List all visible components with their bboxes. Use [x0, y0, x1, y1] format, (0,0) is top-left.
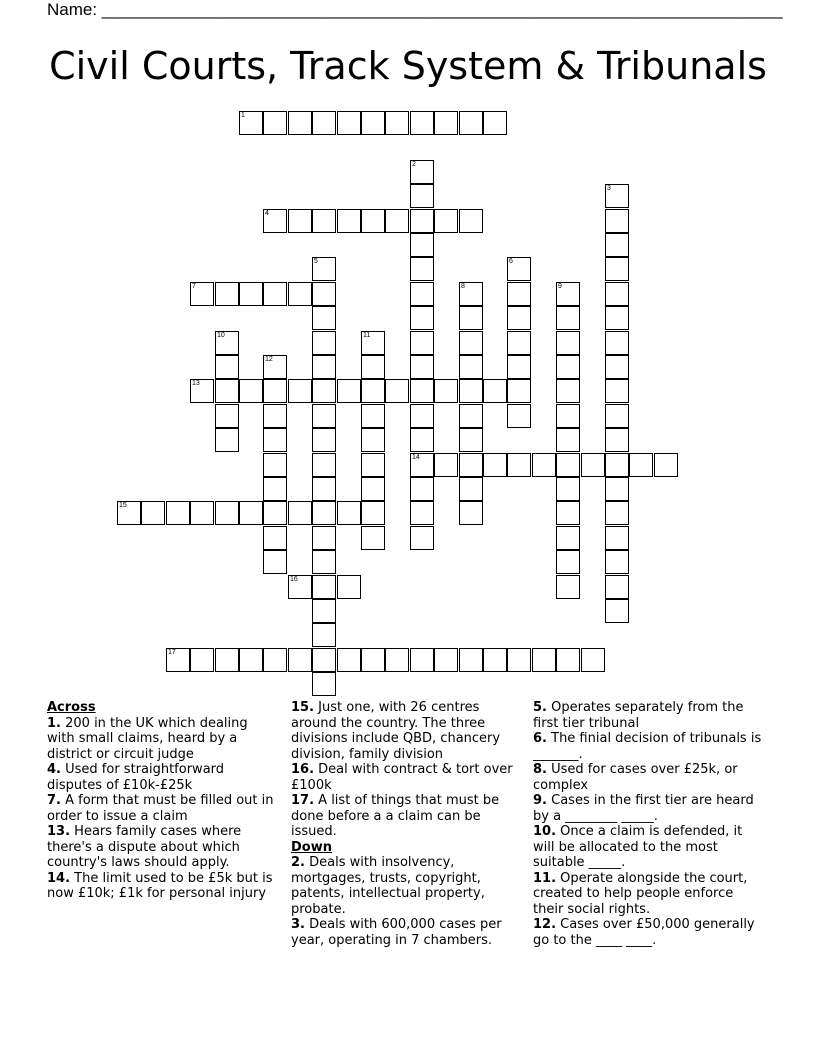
crossword-cell[interactable]: [166, 648, 190, 672]
crossword-cell[interactable]: [215, 648, 239, 672]
cell-number: 13: [192, 380, 200, 387]
crossword-cell[interactable]: [312, 623, 336, 647]
cell-number: 16: [290, 576, 298, 583]
crossword-cell[interactable]: [605, 209, 629, 233]
clue-across-1: 1. 200 in the UK which dealing with small claims, heard by a district or circuit judge: [47, 715, 248, 762]
crossword-cell[interactable]: [312, 526, 336, 550]
crossword-cell[interactable]: [288, 648, 312, 672]
crossword-cell[interactable]: [263, 453, 287, 477]
crossword-cell[interactable]: [312, 257, 336, 281]
crossword-cell[interactable]: [605, 379, 629, 403]
crossword-cell[interactable]: [410, 453, 434, 477]
crossword-cell[interactable]: [361, 111, 385, 135]
crossword-cell[interactable]: [263, 355, 287, 379]
clue-across-13: 13. Hears family cases where there's a dispute about which country's laws should apply.: [47, 824, 242, 870]
crossword-cell[interactable]: [312, 306, 336, 330]
crossword-cell[interactable]: [166, 501, 190, 525]
crossword-cell[interactable]: [605, 501, 629, 525]
crossword-cell[interactable]: [239, 648, 263, 672]
crossword-cell[interactable]: [263, 404, 287, 428]
crossword-cell[interactable]: [410, 526, 434, 550]
clue-down-10: 10. Once a claim is defended, it will be allocated to the most suitable _____.: [533, 824, 743, 870]
crossword-cell[interactable]: [434, 379, 458, 403]
crossword-cell[interactable]: [239, 379, 263, 403]
crossword-cell[interactable]: [337, 501, 361, 525]
crossword-cell[interactable]: [459, 428, 483, 452]
crossword-cell[interactable]: [532, 453, 556, 477]
cell-number: 10: [217, 332, 225, 339]
crossword-cell[interactable]: [459, 306, 483, 330]
crossword-cell[interactable]: [337, 575, 361, 599]
crossword-cell[interactable]: [312, 428, 336, 452]
crossword-cell[interactable]: [263, 526, 287, 550]
crossword-cell[interactable]: [263, 282, 287, 306]
crossword-cell[interactable]: [337, 648, 361, 672]
clue-down-5: 5. Operates separately from the first tier tribunal: [533, 700, 744, 731]
crossword-cell[interactable]: [459, 477, 483, 501]
crossword-cell[interactable]: [459, 453, 483, 477]
crossword-cell[interactable]: [337, 111, 361, 135]
crossword-cell[interactable]: [556, 428, 580, 452]
crossword-cell[interactable]: [215, 355, 239, 379]
crossword-cell[interactable]: [483, 111, 507, 135]
clue-across-16: 16. Deal with contract & tort over £100k: [291, 762, 513, 793]
crossword-cell[interactable]: [263, 209, 287, 233]
crossword-cell[interactable]: [605, 599, 629, 623]
crossword-cell[interactable]: [361, 648, 385, 672]
cell-number: 11: [363, 332, 371, 339]
cell-number: 9: [558, 283, 562, 290]
crossword-cell[interactable]: [288, 209, 312, 233]
crossword-cell[interactable]: [507, 306, 531, 330]
crossword-cell[interactable]: [215, 428, 239, 452]
cell-number: 1: [241, 112, 245, 119]
cell-number: 7: [192, 283, 196, 290]
cell-number: 4: [265, 210, 269, 217]
crossword-cell[interactable]: [556, 404, 580, 428]
crossword-cell[interactable]: [434, 648, 458, 672]
crossword-cell[interactable]: [288, 282, 312, 306]
crossword-cell[interactable]: [483, 648, 507, 672]
clues-column-3: [533, 700, 765, 948]
crossword-cell[interactable]: [556, 379, 580, 403]
crossword-cell[interactable]: [288, 575, 312, 599]
crossword-cell[interactable]: [312, 111, 336, 135]
crossword-cell[interactable]: [263, 111, 287, 135]
across-heading: Across: [47, 700, 96, 715]
crossword-cell[interactable]: [239, 282, 263, 306]
crossword-cell[interactable]: [605, 428, 629, 452]
crossword-cell[interactable]: [556, 331, 580, 355]
crossword-cell[interactable]: [361, 453, 385, 477]
crossword-cell[interactable]: [312, 209, 336, 233]
crossword-cell[interactable]: [385, 111, 409, 135]
cell-number: 2: [412, 161, 416, 168]
crossword-cell[interactable]: [507, 648, 531, 672]
crossword-cell[interactable]: [556, 453, 580, 477]
clues-column-1: [47, 700, 275, 902]
clue-down-2: 2. Deals with insolvency, mortgages, trusts, copyright, patents, intellectual property, probate.: [291, 855, 485, 917]
crossword-cell[interactable]: [605, 257, 629, 281]
crossword-cell[interactable]: [507, 379, 531, 403]
crossword-cell[interactable]: [410, 477, 434, 501]
crossword-cell[interactable]: [385, 379, 409, 403]
crossword-cell[interactable]: [459, 282, 483, 306]
crossword-cell[interactable]: [434, 209, 458, 233]
crossword-cell[interactable]: [312, 648, 336, 672]
clue-down-11: 11. Operate alongside the court, created to help people enforce their social rights.: [533, 870, 748, 917]
crossword-cell[interactable]: [410, 282, 434, 306]
crossword-cell[interactable]: [556, 575, 580, 599]
crossword-cell[interactable]: [141, 501, 165, 525]
crossword-cell[interactable]: [556, 477, 580, 501]
crossword-cell[interactable]: [361, 331, 385, 355]
clue-across-7: 7. A form that must be filled out in order to issue a claim: [47, 793, 274, 824]
cell-number: 6: [509, 258, 513, 265]
crossword-cell[interactable]: [263, 501, 287, 525]
crossword-cell[interactable]: [459, 648, 483, 672]
crossword-cell[interactable]: [605, 355, 629, 379]
crossword-cell[interactable]: [459, 111, 483, 135]
crossword-cell[interactable]: [605, 184, 629, 208]
crossword-cell[interactable]: [410, 184, 434, 208]
crossword-cell[interactable]: [605, 404, 629, 428]
crossword-cell[interactable]: [459, 209, 483, 233]
clue-across-4: 4. Used for straightforward disputes of £10k-£25k: [47, 762, 225, 793]
crossword-cell[interactable]: [605, 282, 629, 306]
crossword-cell[interactable]: [410, 306, 434, 330]
crossword-cell[interactable]: [459, 331, 483, 355]
crossword-cell[interactable]: [312, 282, 336, 306]
crossword-cell[interactable]: [117, 501, 141, 525]
crossword-cell[interactable]: [312, 477, 336, 501]
crossword-cell[interactable]: [434, 111, 458, 135]
cell-number: 15: [119, 502, 127, 509]
crossword-cell[interactable]: [654, 453, 678, 477]
crossword-cell[interactable]: [532, 648, 556, 672]
crossword-cell[interactable]: [215, 379, 239, 403]
crossword-cell[interactable]: [263, 648, 287, 672]
crossword-cell[interactable]: [263, 550, 287, 574]
crossword-cell[interactable]: [629, 453, 653, 477]
crossword-cell[interactable]: [410, 233, 434, 257]
crossword-cell[interactable]: [361, 526, 385, 550]
cell-number: 14: [412, 454, 420, 461]
down-heading: Down: [291, 839, 332, 855]
crossword-cell[interactable]: [337, 209, 361, 233]
crossword-cell[interactable]: [312, 453, 336, 477]
crossword-cell[interactable]: [337, 379, 361, 403]
crossword-cell[interactable]: [410, 111, 434, 135]
crossword-cell[interactable]: [361, 379, 385, 403]
clue-down-12: 12. Cases over £50,000 generally go to the ____ ____.: [533, 917, 755, 948]
crossword-cell[interactable]: [312, 404, 336, 428]
crossword-cell[interactable]: [507, 453, 531, 477]
crossword-cell[interactable]: [263, 379, 287, 403]
crossword-cell[interactable]: [312, 501, 336, 525]
crossword-cell[interactable]: [410, 209, 434, 233]
crossword-cell[interactable]: [605, 526, 629, 550]
crossword-cell[interactable]: [288, 111, 312, 135]
crossword-cell[interactable]: [605, 575, 629, 599]
crossword-cell[interactable]: [410, 428, 434, 452]
crossword-cell[interactable]: [434, 453, 458, 477]
crossword-cell[interactable]: [239, 501, 263, 525]
crossword-cell[interactable]: [312, 331, 336, 355]
crossword-cell[interactable]: [361, 209, 385, 233]
crossword-cell[interactable]: [190, 648, 214, 672]
crossword-cell[interactable]: [410, 257, 434, 281]
crossword-cell[interactable]: [215, 501, 239, 525]
crossword-cell[interactable]: [581, 648, 605, 672]
crossword-cell[interactable]: [605, 331, 629, 355]
crossword-cell[interactable]: [361, 355, 385, 379]
crossword-cell[interactable]: [190, 501, 214, 525]
clue-down-6: 6. The finial decision of tribunals is _______.: [533, 731, 762, 762]
crossword-cell[interactable]: [556, 526, 580, 550]
crossword-cell[interactable]: [288, 501, 312, 525]
crossword-cell[interactable]: [385, 648, 409, 672]
crossword-cell[interactable]: [312, 550, 336, 574]
crossword-cell[interactable]: [507, 355, 531, 379]
crossword-cell[interactable]: [410, 404, 434, 428]
crossword-cell[interactable]: [507, 257, 531, 281]
name-field-label: Name: ________________________________________________________________________: [47, 0, 783, 19]
crossword-cell[interactable]: [507, 282, 531, 306]
clue-down-8: 8. Used for cases over £25k, or complex: [533, 762, 738, 793]
crossword-cell[interactable]: [263, 477, 287, 501]
crossword-cell[interactable]: [410, 355, 434, 379]
crossword-cell[interactable]: [459, 404, 483, 428]
crossword-cell[interactable]: [215, 331, 239, 355]
crossword-cell[interactable]: [459, 501, 483, 525]
crossword-cell[interactable]: [312, 379, 336, 403]
crossword-cell[interactable]: [410, 501, 434, 525]
crossword-cell[interactable]: [556, 282, 580, 306]
cell-number: 12: [265, 356, 273, 363]
crossword-cell[interactable]: [605, 550, 629, 574]
clue-across-14: 14. The limit used to be £5k but is now £10k; £1k for personal injury: [47, 870, 273, 901]
crossword-cell[interactable]: [581, 453, 605, 477]
cell-number: 5: [314, 258, 318, 265]
crossword-cell[interactable]: [361, 477, 385, 501]
cell-number: 17: [168, 649, 176, 656]
cell-number: 3: [607, 185, 611, 192]
crossword-cell[interactable]: [312, 599, 336, 623]
cell-number: 8: [461, 283, 465, 290]
crossword-cell[interactable]: [263, 428, 287, 452]
crossword-cell[interactable]: [605, 306, 629, 330]
clues-column-2: [291, 700, 519, 948]
crossword-cell[interactable]: [507, 404, 531, 428]
crossword-cell[interactable]: [312, 355, 336, 379]
crossword-cell[interactable]: [385, 209, 409, 233]
crossword-cell[interactable]: [459, 355, 483, 379]
clue-down-9: 9. Cases in the first tier are heard by a ________ _____.: [533, 793, 754, 824]
crossword-cell[interactable]: [288, 379, 312, 403]
crossword-cell[interactable]: [556, 501, 580, 525]
crossword-cell[interactable]: [556, 355, 580, 379]
crossword-cell[interactable]: [410, 648, 434, 672]
crossword-cell[interactable]: [312, 672, 336, 696]
crossword-cell[interactable]: [483, 379, 507, 403]
crossword-cell[interactable]: [556, 550, 580, 574]
clue-down-3: 3. Deals with 600,000 cases per year, operating in 7 chambers.: [291, 917, 502, 948]
crossword-cell[interactable]: [410, 331, 434, 355]
crossword-cell[interactable]: [312, 575, 336, 599]
crossword-cell[interactable]: [459, 379, 483, 403]
crossword-cell[interactable]: [410, 160, 434, 184]
crossword-cell[interactable]: [483, 453, 507, 477]
page-title: Civil Courts, Track System & Tribunals: [49, 44, 767, 88]
crossword-cell[interactable]: [215, 404, 239, 428]
crossword-cell[interactable]: [410, 379, 434, 403]
crossword-cell[interactable]: [361, 501, 385, 525]
crossword-cell[interactable]: [361, 404, 385, 428]
clue-across-17: 17. A list of things that must be done before a a claim can be issued.: [291, 793, 500, 839]
clue-across-15: 15. Just one, with 26 centres around the country. The three divisions include QBD, chancery division, family division: [291, 700, 501, 762]
crossword-cell[interactable]: [215, 282, 239, 306]
crossword-cell[interactable]: [556, 648, 580, 672]
crossword-cell[interactable]: [605, 233, 629, 257]
crossword-cell[interactable]: [507, 331, 531, 355]
crossword-cell[interactable]: [361, 428, 385, 452]
crossword-cell[interactable]: [605, 453, 629, 477]
crossword-cell[interactable]: [190, 282, 214, 306]
crossword-cell[interactable]: [556, 306, 580, 330]
crossword-cell[interactable]: [605, 477, 629, 501]
crossword-cell[interactable]: [239, 111, 263, 135]
crossword-cell[interactable]: [190, 379, 214, 403]
